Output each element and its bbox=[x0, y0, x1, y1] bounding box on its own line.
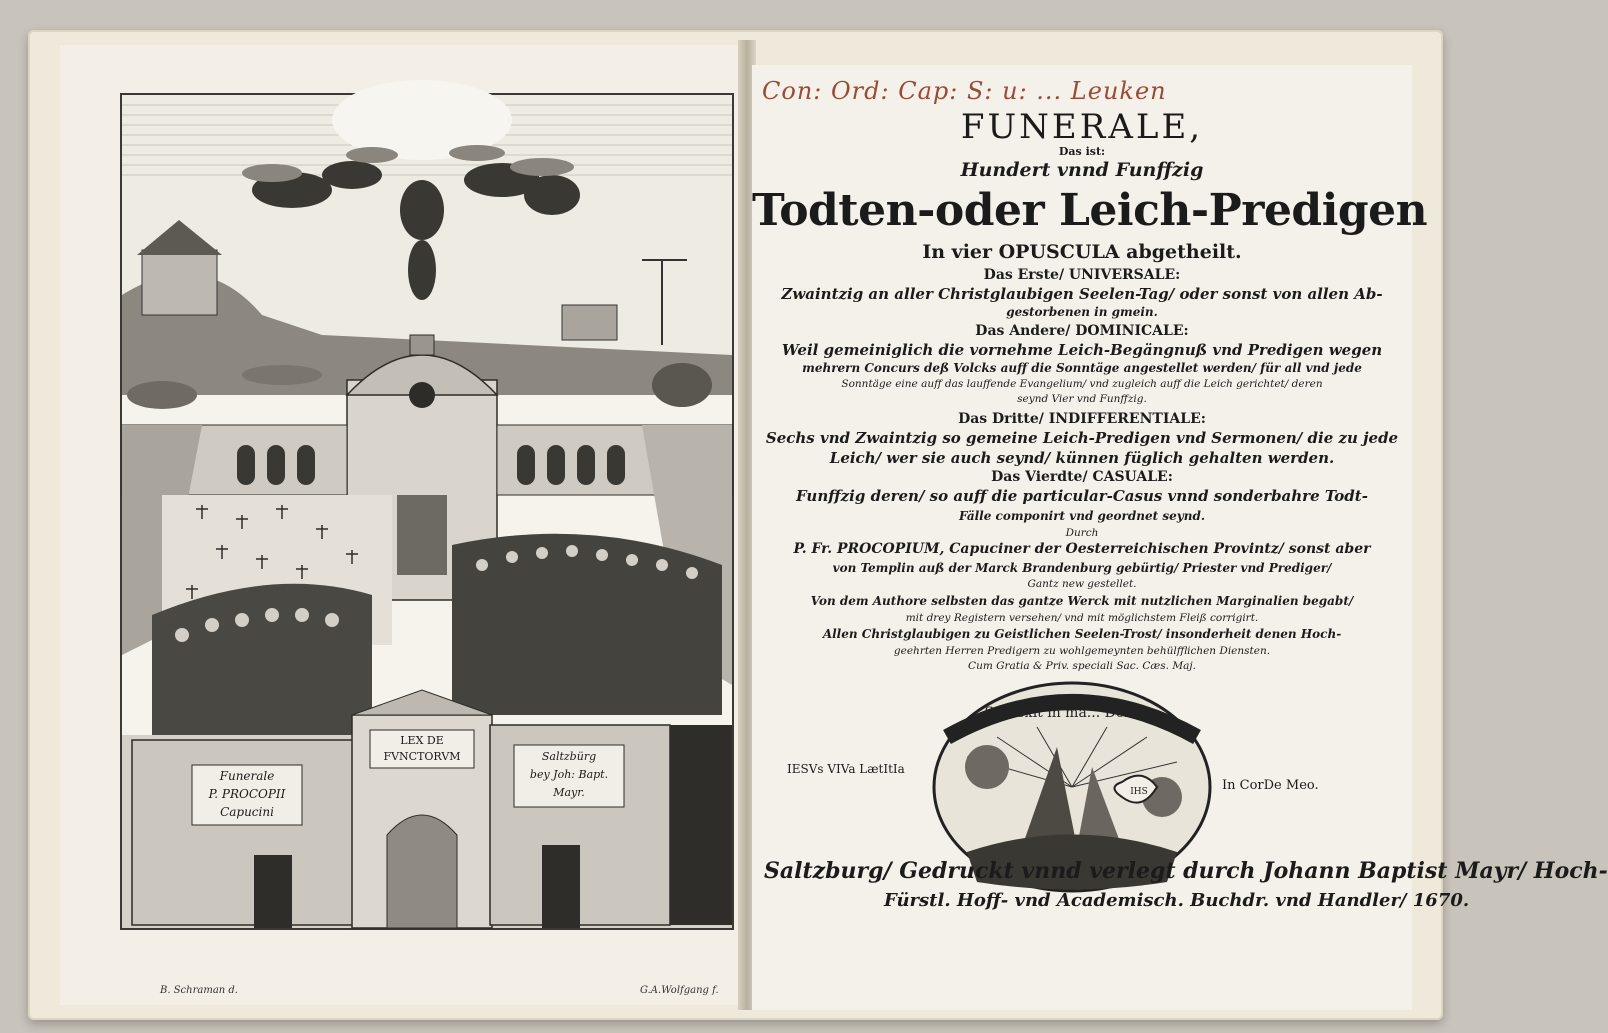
device-motto: Surrexit in ma... Domino bbox=[984, 705, 1160, 721]
section-text-line: seynd Vier vnd Funffzig. bbox=[1017, 393, 1147, 405]
sign-line: bey Joh: Bapt. bbox=[529, 768, 609, 781]
section-text-line: Sonntäge eine auff das lauffende Evangelium/ vnd zugleich auff die Leich gerichtet/ deren bbox=[841, 378, 1323, 390]
device-monogram: IHS bbox=[1130, 787, 1148, 797]
subtitle-line: Hundert vnnd Funffzig bbox=[960, 159, 1204, 181]
left-page bbox=[60, 45, 740, 1005]
chronogram-right: In CorDe Meo. bbox=[1222, 778, 1319, 793]
section-heading: Das Vierdte/ CASUALE: bbox=[991, 469, 1173, 485]
engraver-signature-right: G.A.Wolfgang f. bbox=[640, 985, 719, 996]
sign-line: Funerale bbox=[219, 769, 275, 783]
funerale-sign bbox=[194, 767, 300, 821]
author-line: Gantz new gestellet. bbox=[1027, 578, 1137, 590]
title-page bbox=[752, 65, 1608, 1010]
engraver-signature-left: B. Schraman d. bbox=[160, 985, 238, 996]
sign-line: LEX DE bbox=[400, 734, 444, 747]
section-heading: Das Andere/ DOMINICALE: bbox=[975, 323, 1189, 339]
manuscript-ownership-note: Con: Ord: Cap: S: u: ... Leuken bbox=[762, 77, 1167, 105]
author-line: P. Fr. PROCOPIUM, Capuciner der Oesterreichischen Provintz/ sonst aber bbox=[793, 541, 1371, 557]
sign-line: Capucini bbox=[220, 805, 274, 819]
saltzburg-sign bbox=[516, 748, 622, 802]
sign-line: P. PROCOPII bbox=[208, 787, 286, 801]
section-text-line: Sechs vnd Zwaintzig so gemeine Leich-Predigen vnd Sermonen/ die zu jede bbox=[765, 429, 1399, 447]
lex-defunctorum-sign bbox=[372, 733, 472, 765]
author-line: von Templin auß der Marck Brandenburg gebürtig/ Priester vnd Prediger/ bbox=[832, 561, 1332, 575]
frontispiece-engraving bbox=[120, 93, 734, 930]
section-text-line: Funffzig deren/ so auff die particular-Casus vnnd sonderbahre Todt- bbox=[796, 487, 1368, 505]
imprint-line: Fürstl. Hoff- vnd Academisch. Buchdr. vnd Handler/ 1670. bbox=[884, 890, 1470, 911]
sign-line: Mayr. bbox=[553, 786, 585, 799]
section-text-line: Leich/ wer sie auch seynd/ künnen füglich gehalten werden. bbox=[829, 449, 1335, 467]
section-heading: Das Dritte/ INDIFFERENTIALE: bbox=[958, 411, 1206, 427]
book-title: FUNERALE, bbox=[960, 107, 1204, 147]
das-ist-line: Das ist: bbox=[1058, 145, 1106, 158]
opuscula-line: In vier OPUSCULA abgetheilt. bbox=[922, 241, 1242, 263]
chronogram-left: IESVs VIVa LætItIa bbox=[787, 762, 905, 776]
sign-line: Saltzbürg bbox=[541, 750, 597, 763]
section-heading: Das Erste/ UNIVERSALE: bbox=[983, 267, 1181, 283]
privilege-line: Cum Gratia & Priv. speciali Sac. Cæs. Maj. bbox=[968, 660, 1196, 672]
closing-line: geehrten Herren Predigern zu wohlgemeynten behülfflichen Diensten. bbox=[893, 645, 1271, 657]
section-text-line: mehrern Concurs deß Volcks auff die Sonntäge angestellet werden/ für all vnd jede bbox=[802, 361, 1362, 375]
sign-line: FVNCTORVM bbox=[383, 750, 461, 763]
closing-line: Allen Christglaubigen zu Geistlichen Seelen-Trost/ insonderheit denen Hoch- bbox=[822, 627, 1342, 641]
main-blackletter-title: Todten-oder Leich-Predigen bbox=[752, 185, 1428, 236]
section-text-line: gestorbenen in gmein. bbox=[1006, 305, 1158, 319]
durch-line: Durch bbox=[1065, 527, 1099, 539]
closing-line: mit drey Registern versehen/ vnd mit möglichstem Fleiß corrigirt. bbox=[905, 612, 1259, 624]
section-text-line: Zwaintzig an aller Christglaubigen Seelen-Tag/ oder sonst von allen Ab- bbox=[781, 285, 1383, 303]
imprint-line: Saltzburg/ Gedruckt vnnd verlegt durch Johann Baptist Mayr/ Hoch- bbox=[764, 858, 1608, 884]
section-text-line: Fälle componirt vnd geordnet seynd. bbox=[958, 509, 1206, 523]
closing-line: Von dem Authore selbsten das gantze Werck mit nutzlichen Marginalien begabt/ bbox=[810, 594, 1354, 608]
section-text-line: Weil gemeiniglich die vornehme Leich-Begängnuß vnd Predigen wegen bbox=[781, 341, 1383, 359]
